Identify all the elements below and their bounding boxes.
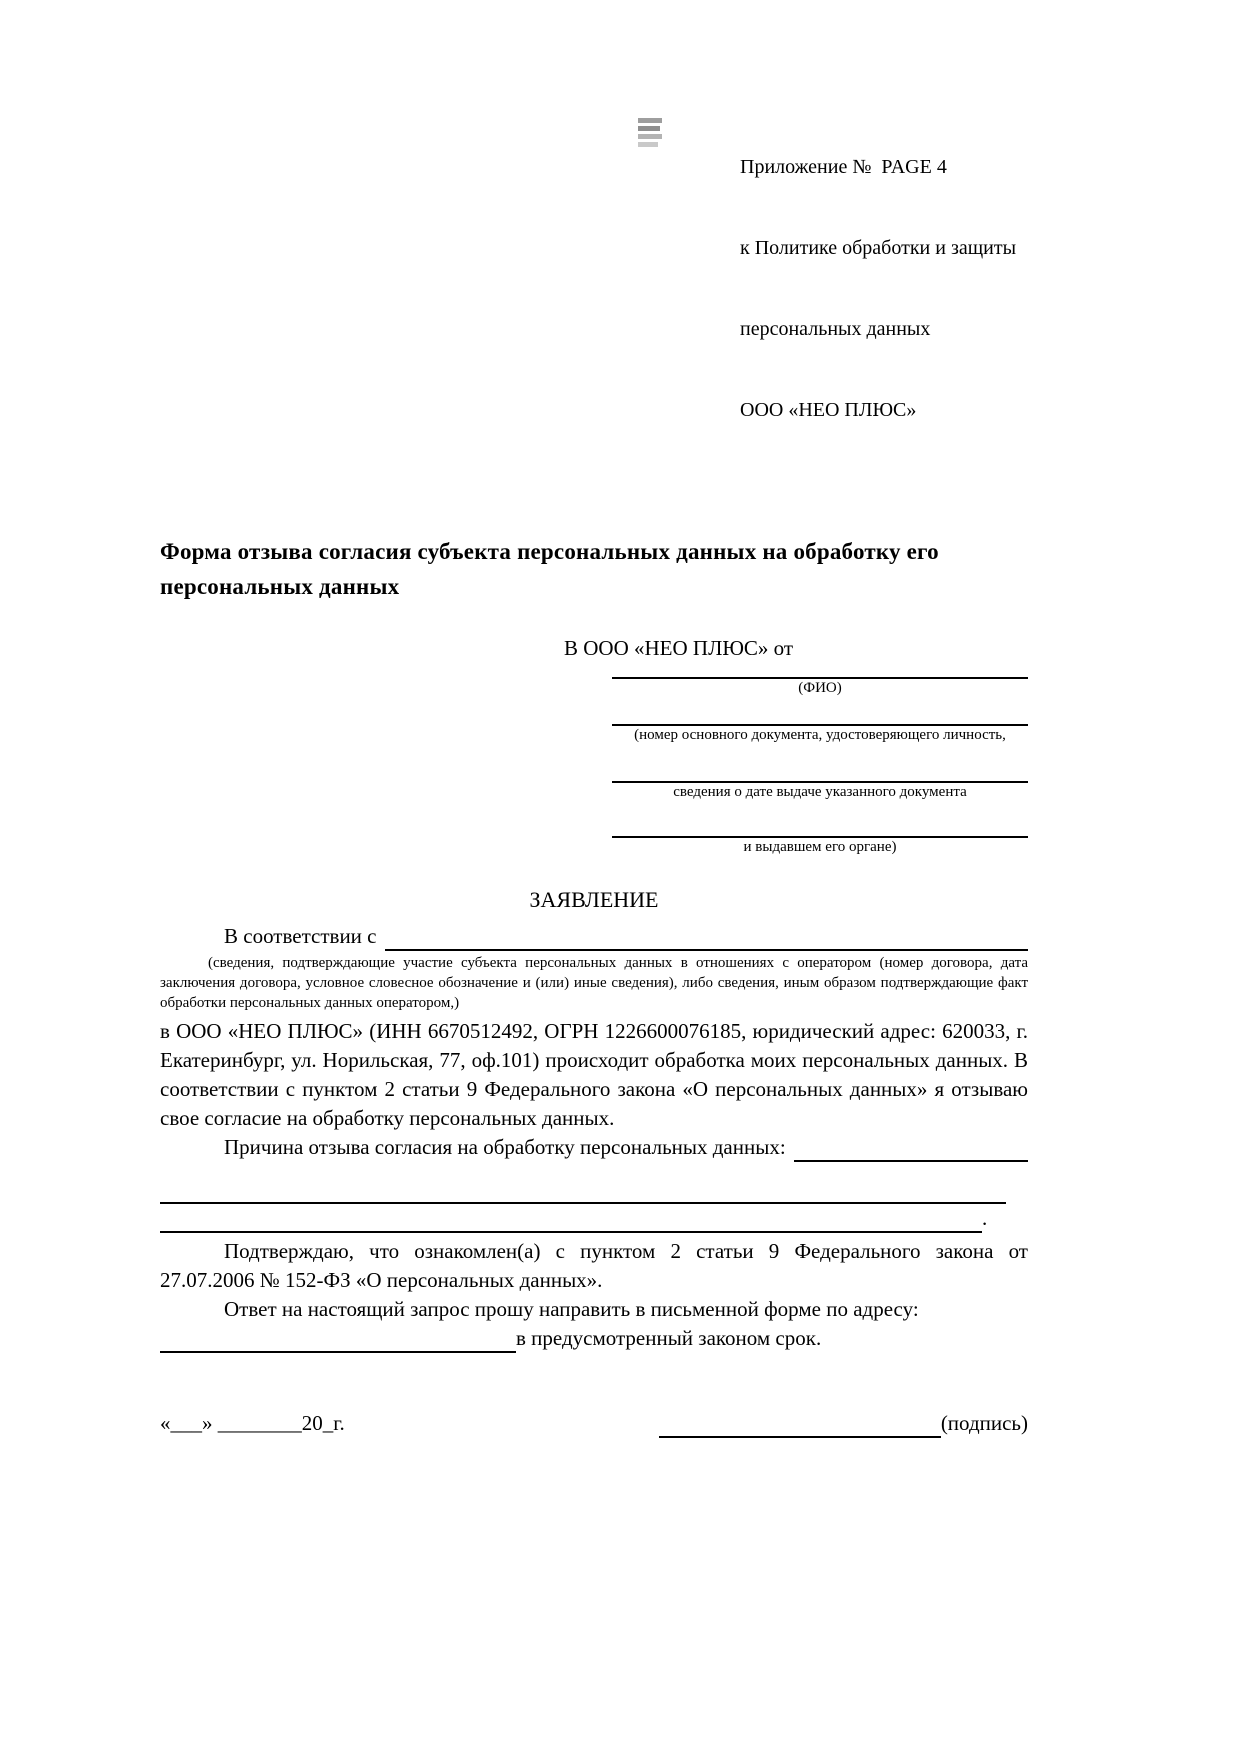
signature-group [659,1409,1028,1438]
address-fill-field[interactable] [160,1325,516,1353]
statement-heading: ЗАЯВЛЕНИЕ [529,887,659,912]
issuing-authority-field-label: и выдавшем его органе) [743,839,897,855]
intro-prefix: В соответствии с [224,924,377,948]
document-number-field-line[interactable] [612,698,1028,726]
reply-request-line: Ответ на настоящий запрос прошу направить в письменной форме по адресу: [224,1297,919,1321]
issue-date-field-label: сведения о дате выдаче указанного документа [673,784,967,800]
reason-prefix: Причина отзыва согласия на обработку персональных данных: [224,1135,786,1159]
appendix-header-block [740,100,1028,478]
confirmation-paragraph: Подтверждаю, что ознакомлен(а) с пунктом 2 статьи 9 Федерального закона от 27.07.2006 № 152-ФЗ «О персональных данных». [160,1239,1028,1292]
signature-label: (подпись) [940,1411,1028,1435]
body-paragraph: в ООО «НЕО ПЛЮС» (ИНН 6670512492, ОГРН 1226600076185, юридический адрес: 620033, г. Екатеринбург, ул. Норильская, 77, оф.101) происходит обработка моих персональных данных. В соответствии с пунктом 2 статьи 9 Федерального закона «О персональных данных» я отзываю свое согласие на обработку персональных данных. [160,1019,1028,1130]
appendix-header-line: персональных данных [740,318,931,340]
appendix-header-line: Приложение № PAGE 4 [740,156,947,178]
issue-date-field-line[interactable] [612,745,1028,783]
fio-field-label: (ФИО) [798,680,842,696]
fio-field-line[interactable] [612,663,1028,679]
signature-row [160,1409,1028,1438]
reply-suffix: в предусмотренный законом срок. [516,1326,822,1350]
appendix-header-line: к Политике обработки и защиты [740,237,1017,259]
document-number-field-label: (номер основного документа, удостоверяющего личность, [634,727,1006,743]
document-title: Форма отзыва согласия субъекта персональных данных на обработку его персональных данных [160,539,939,599]
appendix-header-line: ООО «НЕО ПЛЮС» [740,399,917,421]
fine-print-note: (сведения, подтверждающие участие субъекта персональных данных в отношениях с оператором (номер договора, дата заключения договора, условное словесное обозначение и (или) иные сведения), либо сведения, иным образом подтверждающие факт обработки персональных данных оператором,) [160,955,1028,1011]
intro-fill-field[interactable] [385,922,1029,951]
addressee-to-line: В ООО «НЕО ПЛЮС» от [564,636,794,660]
broken-embed-artifact-icon [638,118,662,150]
reply-address-line [160,1324,1028,1353]
reason-blank-line-2[interactable] [160,1205,982,1233]
blank-line-period: . [982,1206,988,1230]
reason-blank-line-2-row [160,1204,1028,1233]
reason-fill-field[interactable] [794,1133,1028,1162]
addressee-fields-block [612,663,1028,857]
signature-field-line[interactable] [659,1412,941,1438]
intro-line [160,922,1028,951]
date-field[interactable]: «___» ________20_г. [160,1411,345,1435]
reason-line [160,1133,1028,1162]
reason-blank-line-1[interactable] [160,1162,1006,1204]
issuing-authority-field-line[interactable] [612,802,1028,838]
